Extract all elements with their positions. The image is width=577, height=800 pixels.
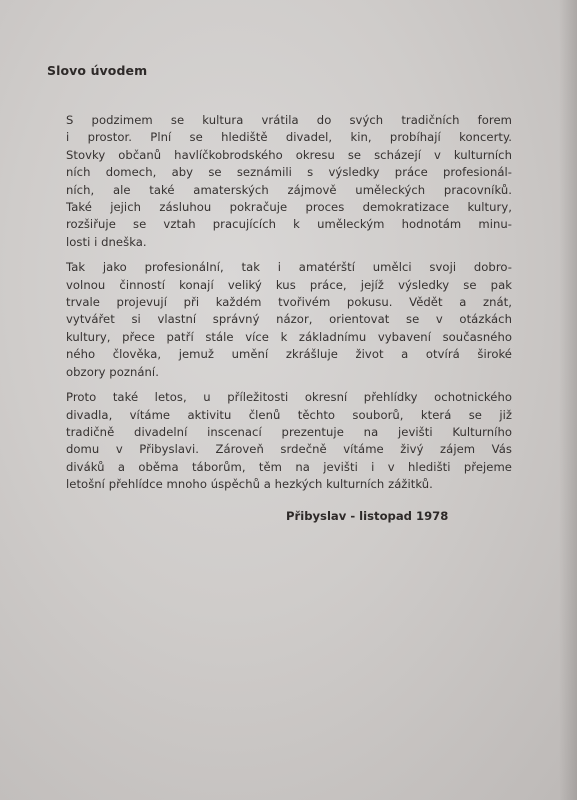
text-line: volnou činností konají veliký kus práce, jejíž výsledky se pak <box>66 277 512 292</box>
text-line: Tak jako profesionální, tak i amatérští umělci svoji dobro- <box>66 260 512 275</box>
text-line: Stovky občanů havlíčkobrodského okresu se scházejí v kulturních <box>66 147 512 162</box>
text-line: S podzimem se kultura vrátila do svých tradičních forem <box>66 113 512 127</box>
document-heading: Slovo úvodem <box>47 63 148 78</box>
text-line: losti i dneška. <box>66 234 147 249</box>
text-line: i prostor. Plní se hlediště divadel, kin, probíhají koncerty. <box>66 130 512 145</box>
text-line: kultury, přece patří stále více k základnímu vybavení současného <box>66 329 512 344</box>
text-line: ních, ale také amaterských zájmově uměleckých pracovníků. <box>66 182 512 197</box>
text-line: trvale projevují při každém tvořivém pokusu. Vědět a znát, <box>66 295 512 310</box>
text-line: Proto také letos, u příležitosti okresní přehlídky ochotnického <box>66 390 512 405</box>
text-line: letošní přehlídce mnoho úspěchů a hezkých kulturních zážitků. <box>66 477 433 492</box>
text-line: vytvářet si vlastní správný názor, orientovat se v otázkách <box>66 312 512 327</box>
text-line: ních domech, aby se seznámili s výsledky práce profesionál- <box>66 165 512 180</box>
text-line: Také jejich zásluhou pokračuje proces demokratizace kultury, <box>66 200 512 215</box>
text-line: tradičně divadelní inscenací prezentuje na jevišti Kulturního <box>66 424 512 439</box>
text-line: ného člověka, jemuž umění zkrášluje život a otvírá široké <box>66 347 512 362</box>
document-body <box>66 112 512 502</box>
text-line: obzory poznání. <box>66 364 159 379</box>
text-line: diváků a oběma táborům, těm na jevišti i v hledišti přejeme <box>66 459 512 474</box>
paragraph-1 <box>66 112 512 251</box>
text-line: rozšiřuje se vztah pracujících k uměleckým hodnotám minu- <box>66 217 512 232</box>
text-line: domu v Přibyslavi. Zároveň srdečně vítáme živý zájem Vás <box>66 442 512 457</box>
signature-place-date: Přibyslav - listopad 1978 <box>286 509 449 523</box>
text-line: divadla, vítáme aktivitu členů těchto souborů, která se již <box>66 407 512 422</box>
paragraph-2 <box>66 259 512 381</box>
paragraph-3 <box>66 389 512 493</box>
